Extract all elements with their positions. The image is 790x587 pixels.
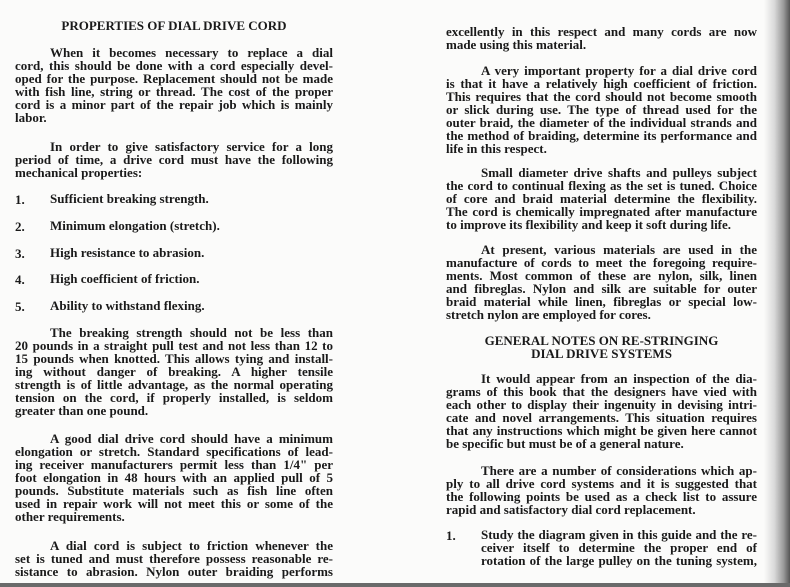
text-line: is that it have a relatively high coefficient of friction. [446,76,757,91]
text-line: the following points be used as a check list to assure [446,489,757,504]
text-line: made using this material. [446,37,587,52]
text-line: stretch nylon are employed for cores. [446,307,651,322]
text-line: The breaking strength should not be less than [50,325,333,340]
text-line: Sufficient breaking strength. [50,191,209,206]
text-line: A good dial drive cord should have a minimum [50,431,333,446]
text-line: At present, various materials are used in the [481,242,757,257]
text-line: When it becomes necessary to replace a dial [50,45,333,60]
text-line: strength is of little advantage, as the normal operating [15,377,333,392]
text-line: ceiver itself to determine the proper end of [481,540,757,555]
text-line: and fibreglas. Nylon and silk are suitable for outer [446,281,757,296]
right-page [395,0,790,583]
text-line: Small diameter drive shafts and pulleys subject [481,165,757,180]
list-item [15,219,333,232]
text-line: to improve its flexibility and keep it soft during life. [446,217,732,232]
paragraph [15,539,333,578]
text-line: Study the diagram given in this guide and the re- [481,527,757,542]
text-line: manufacture of cords to meet the foregoing require- [446,255,757,270]
text-line: ing without danger of breaking. A higher tensile [15,364,333,379]
text-line: foot elongation in 48 hours with an applied pull of 5 [15,470,333,485]
text-line: A dial cord is subject to friction whenever the [50,538,333,553]
paragraph [15,140,333,179]
text-line: A very important property for a dial drive cord [481,63,757,78]
list-number: 5. [15,299,25,314]
text-line: period of time, a drive cord must have the following [15,152,333,167]
section-heading [15,19,333,32]
text-line: sistance to abrasion. Nylon outer braiding performs [15,564,333,579]
list-number: 1. [15,192,25,207]
text-line: cord, this should be done with a cord especially devel- [15,58,333,73]
scan-bottom-edge [0,583,790,587]
text-line: 15 pounds when knotted. This allows tying and install- [15,351,333,366]
list-item [446,528,757,567]
paragraph [446,243,757,321]
list-number: 2. [15,219,25,234]
text-line: with fish line, string or thread. The cost of the proper [15,84,333,99]
text-line: greater than one pound. [15,403,149,418]
text-line: the method of braiding, determine its performance and [446,128,757,143]
list-item [15,299,333,312]
paragraph [15,432,333,523]
text-line: ments. Most common of these are nylon, silk, linen [446,268,757,283]
text-line: ing receiver manufacturers permit less than 1/4" per [15,457,333,472]
heading-line: DIAL DRIVE SYSTEMS [531,346,672,361]
text-line: mechanical properties: [15,165,143,180]
left-page [0,0,395,583]
text-line: grams of this book that the designers have vied with [446,384,757,399]
paragraph [15,326,333,417]
paragraph [446,372,757,450]
text-line: other requirements. [15,509,125,524]
text-line: labor. [15,110,47,125]
list-item [15,192,333,205]
text-line: Minimum elongation (stretch). [50,218,220,233]
text-line: rapid and satisfactory dial cord replacement. [446,502,696,517]
text-line: be specific but must be of a general nature. [446,436,684,451]
list-item [15,272,333,285]
text-line: This requires that the cord should not become smooth [446,89,757,104]
text-line: 20 pounds in a straight pull test and not less than 12 to [15,338,333,353]
list-number: 1. [446,528,456,543]
text-line: cate and novel arrangements. This situation requires [446,410,757,425]
heading-line: GENERAL NOTES ON RE-STRINGING [484,333,719,348]
paragraph [446,64,757,155]
text-line: braid material while linen, fibreglas or special low- [446,294,757,309]
heading-line: PROPERTIES OF DIAL DRIVE CORD [61,18,287,33]
text-line: elongation or stretch. Standard specifications of lead- [15,444,333,459]
text-line: outer braid, the diameter of the individual strands and [446,115,757,130]
text-line: the cord to continual flexing as the set is tuned. Choice [446,178,757,193]
text-line: excellently in this respect and many cords are now [446,24,757,39]
text-line: High resistance to abrasion. [50,245,205,260]
text-line: In order to give satisfactory service for a long [50,139,333,154]
text-line: Ability to withstand flexing. [50,298,205,313]
text-line: set is tuned and must therefore possess reasonable re- [15,551,333,566]
text-line: of core and braid material determine the flexibility. [446,191,757,206]
text-line: The cord is chemically impregnated after manufacture [446,204,757,219]
section-heading [446,334,757,360]
text-line: cord is a minor part of the repair job which is mainly [15,97,333,112]
text-line: or slick during use. The type of thread used for the [446,102,757,117]
paragraph [15,46,333,124]
text-line: used in repair work will not meet this or some of the [15,496,333,511]
list-item [15,246,333,259]
text-line: High coefficient of friction. [50,271,200,286]
text-line: life in this respect. [446,141,547,156]
book-gutter-shadow [764,0,790,583]
list-number: 3. [15,246,25,261]
text-line: tension on the cord, if properly installed, is seldom [15,390,333,405]
text-line: There are a number of considerations which ap- [481,463,757,478]
text-line: ply to all drive cord systems and it is suggested that [446,476,757,491]
text-line: pounds. Substitute materials such as fish line often [15,483,333,498]
text-line: oped for the purpose. Replacement should not be made [15,71,333,86]
text-line: It would appear from an inspection of the dia- [481,371,757,386]
list-number: 4. [15,272,25,287]
paragraph [446,464,757,516]
text-line: each other to display their ingenuity in devising intri- [446,397,757,412]
text-line: that any instructions which might be given here cannot [446,423,757,438]
text-line: rotation of the large pulley on the tuning system, [481,553,757,568]
paragraph [446,25,757,51]
paragraph [446,166,757,231]
